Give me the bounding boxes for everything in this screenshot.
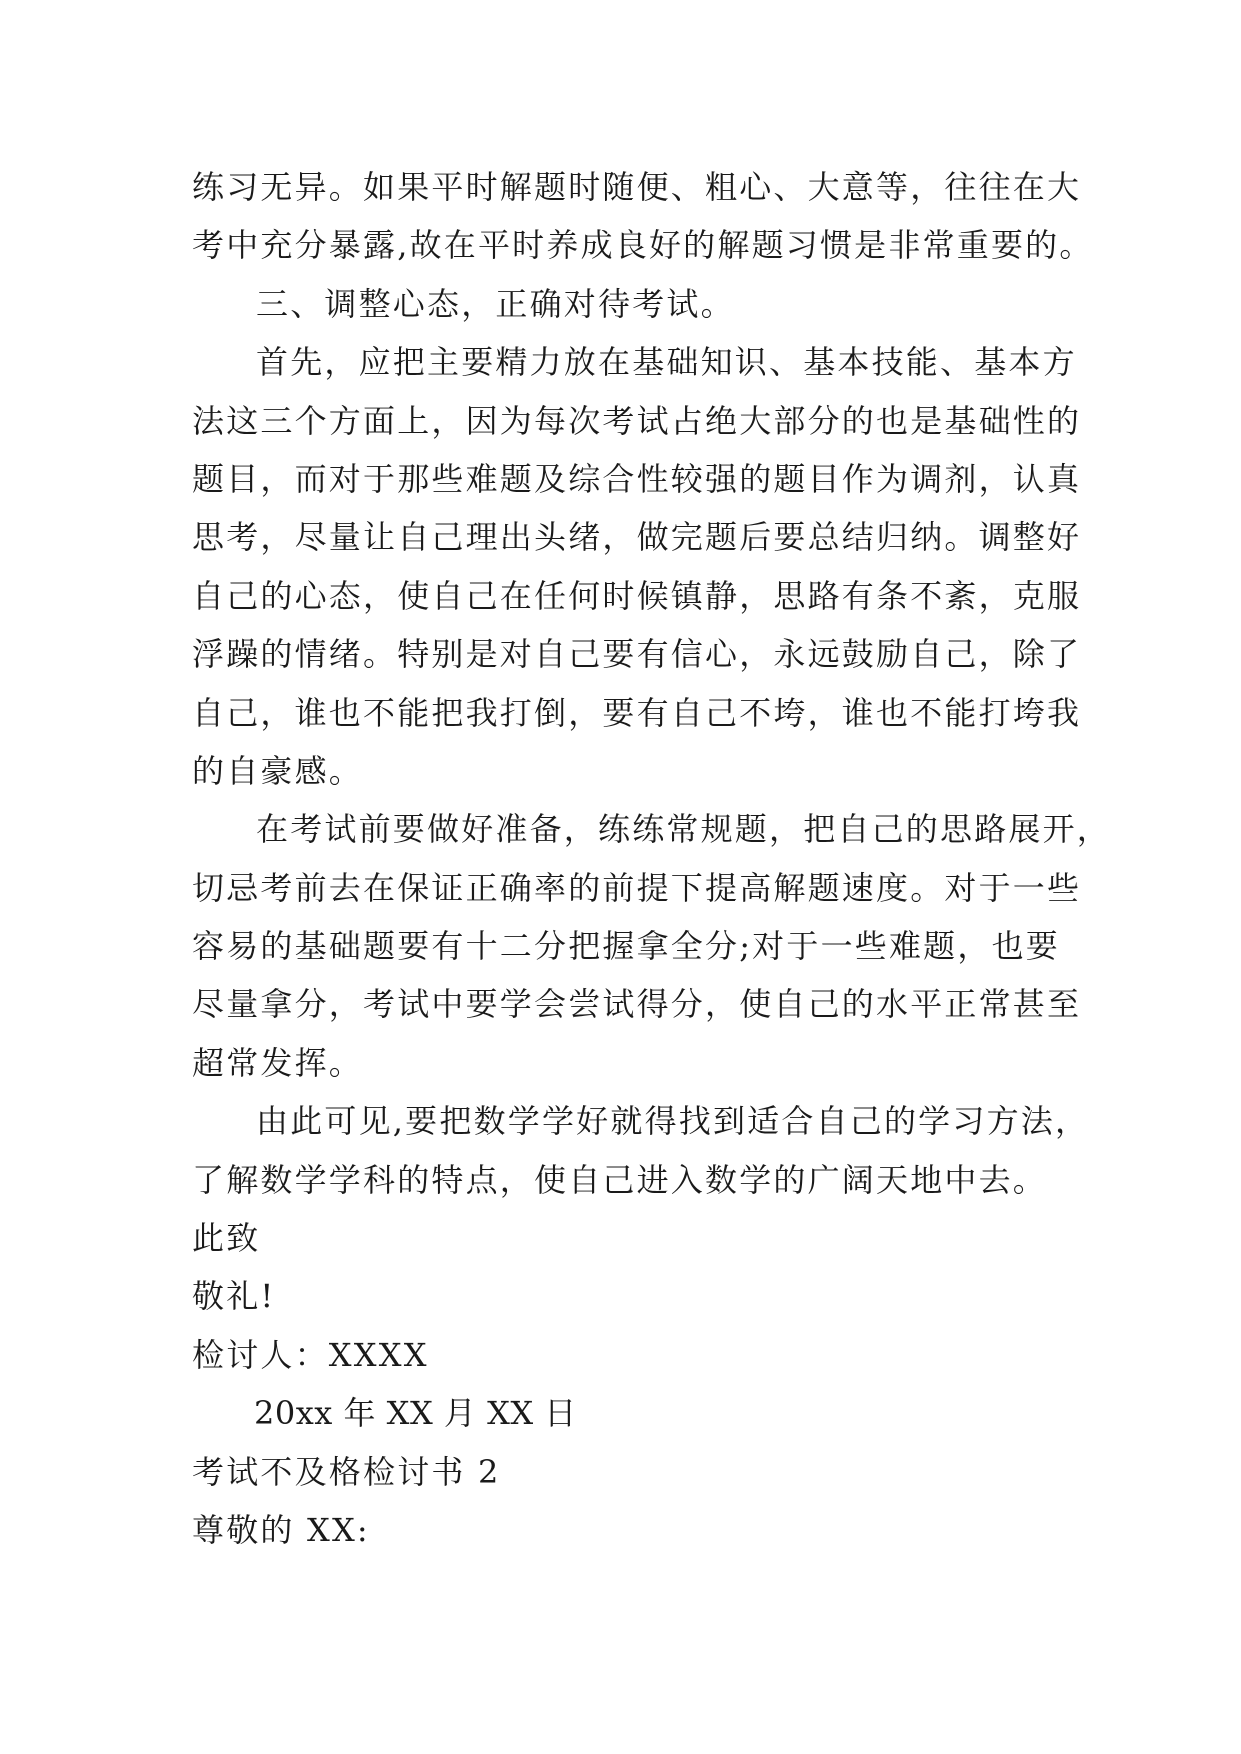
- document-title: 考试不及格检讨书 2: [192, 1452, 501, 1491]
- paragraph-line: 由此可见,要把数学学好就得找到适合自己的学习方法，: [256, 1102, 1090, 1141]
- paragraph-line: 浮躁的情绪。特别是对自己要有信心，永远鼓励自己，除了: [192, 635, 1082, 674]
- paragraph-line: 练习无异。如果平时解题时随便、粗心、大意等，往往在大: [192, 168, 1082, 206]
- signature-date: 20xx 年 XX 月 XX 日: [254, 1394, 577, 1433]
- paragraph-line: 考中充分暴露,故在平时养成良好的解题习惯是非常重要的。: [192, 226, 1094, 265]
- paragraph-line: 题目，而对于那些难题及综合性较强的题目作为调剂，认真: [192, 459, 1082, 498]
- paragraph-line: 在考试前要做好准备，练练常规题，把自己的思路展开，: [256, 810, 1112, 849]
- paragraph-line: 自己，谁也不能把我打倒，要有自己不垮，谁也不能打垮我: [192, 693, 1082, 732]
- paragraph-line: 自己的心态，使自己在任何时候镇静，思路有条不紊，克服: [192, 576, 1082, 615]
- paragraph-line: 容易的基础题要有十二分把握拿全分;对于一些难题，也要: [192, 927, 1060, 966]
- signature-name: 检讨人：XXXX: [192, 1335, 429, 1374]
- paragraph-line: 首先，应把主要精力放在基础知识、基本技能、基本方: [256, 343, 1077, 382]
- document-body: [192, 158, 1112, 1559]
- paragraph-line: 的自豪感。: [192, 751, 364, 790]
- salutation: 尊敬的 XX:: [192, 1510, 370, 1549]
- paragraph-line: 法这三个方面上，因为每次考试占绝大部分的也是基础性的: [192, 401, 1082, 440]
- paragraph-line: 尽量拿分，考试中要学会尝试得分，使自己的水平正常甚至: [192, 985, 1082, 1024]
- paragraph-line: 切忌考前去在保证正确率的前提下提高解题速度。对于一些: [192, 868, 1082, 907]
- closing-salute: 敬礼!: [192, 1277, 276, 1316]
- paragraph-line: 思考，尽量让自己理出头绪，做完题后要总结归纳。调整好: [192, 518, 1082, 557]
- section-heading: 三、调整心态，正确对待考试。: [256, 284, 735, 323]
- closing-phrase: 此致: [192, 1219, 261, 1258]
- paragraph-line: 了解数学学科的特点，使自己进入数学的广阔天地中去。: [192, 1160, 1048, 1199]
- paragraph-line: 超常发挥。: [192, 1043, 364, 1082]
